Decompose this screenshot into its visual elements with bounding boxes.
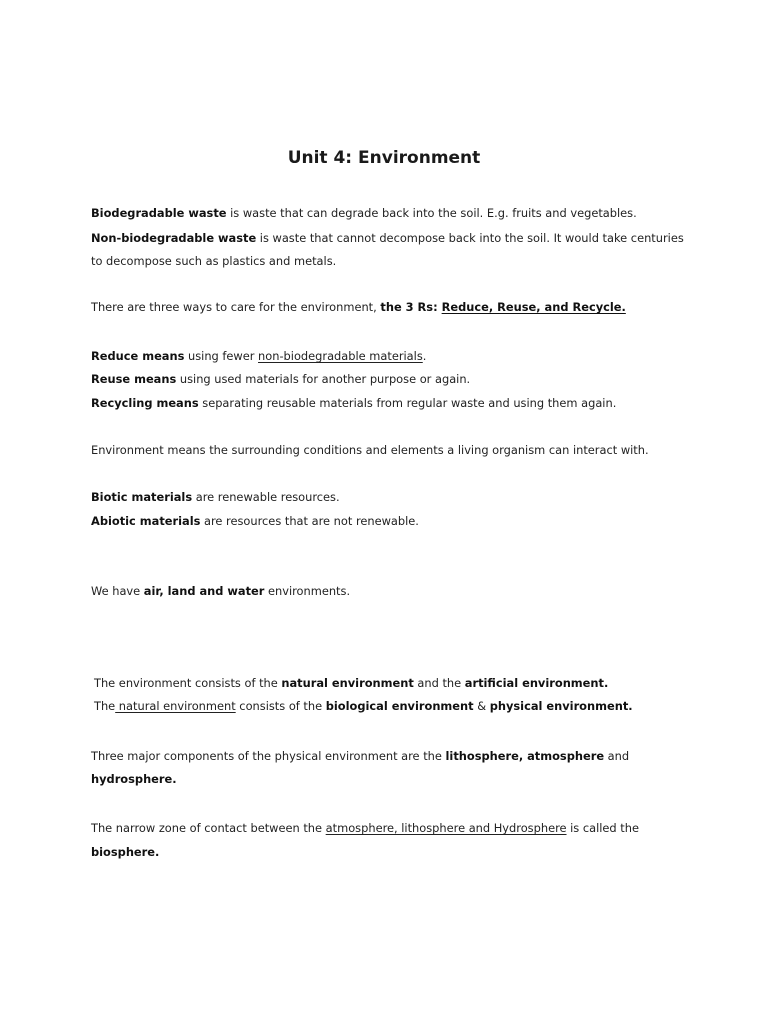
biodegradable-term: Biodegradable waste (91, 206, 227, 220)
biosphere-text: The narrow zone of contact between the (91, 821, 326, 835)
biotic-definition (91, 489, 340, 505)
reuse-term: Reuse means (91, 372, 177, 386)
non-biodegradable-text: is waste that cannot decompose back into the soil. It would take centuries (256, 231, 684, 245)
consists-natural: natural environment (281, 676, 414, 690)
natural-text-2: consists of the (235, 699, 326, 713)
natural-underlined: natural environment (115, 699, 236, 713)
environment-definition: Environment means the surrounding conditions and elements a living organism can interact with. (91, 443, 649, 457)
three-rs-text: There are three ways to care for the environment, (91, 300, 381, 314)
three-rs-sentence (91, 299, 626, 315)
biotic-term: Biotic materials (91, 490, 193, 504)
recycling-text: separating reusable materials from regular waste and using them again. (198, 396, 617, 410)
biosphere-underlined: atmosphere, lithosphere and Hydrosphere (325, 821, 567, 835)
abiotic-definition (91, 513, 419, 529)
biodegradable-definition (91, 205, 637, 221)
biosphere-continuation (91, 844, 159, 860)
abiotic-term: Abiotic materials (91, 514, 201, 528)
components-text: Three major components of the physical environment are the (91, 749, 446, 763)
three-rs-label: the 3 Rs: (380, 300, 442, 314)
natural-text-1: The (94, 699, 116, 713)
abiotic-text: are resources that are not renewable. (200, 514, 419, 528)
three-rs-list: Reduce, Reuse, and Recycle. (441, 300, 626, 314)
biosphere-text-2: is called the (566, 821, 639, 835)
page-title: Unit 4: Environment (287, 148, 481, 168)
recycling-term: Recycling means (91, 396, 199, 410)
non-biodegradable-definition (91, 230, 684, 246)
natural-environment-sentence (94, 698, 633, 714)
reduce-end: . (422, 349, 427, 363)
components-list: lithosphere, atmosphere (445, 749, 605, 763)
non-biodegradable-continuation: to decompose such as plastics and metals. (91, 254, 337, 268)
non-biodegradable-term: Non-biodegradable waste (91, 231, 257, 245)
natural-physical: physical environment. (489, 699, 633, 713)
biosphere-term: biosphere. (91, 845, 160, 859)
consists-artificial: artificial environment. (464, 676, 609, 690)
reuse-definition (91, 371, 470, 387)
reduce-definition (91, 348, 426, 364)
components-sentence (91, 748, 629, 764)
natural-text-3: & (473, 699, 490, 713)
components-continuation (91, 771, 177, 787)
environments-list: air, land and water (143, 584, 265, 598)
reuse-text: using used materials for another purpose or again. (176, 372, 471, 386)
consists-text-2: and the (413, 676, 465, 690)
natural-biological: biological environment (325, 699, 474, 713)
environments-text: We have (91, 584, 144, 598)
reduce-underlined: non-biodegradable materials (258, 349, 423, 363)
reduce-term: Reduce means (91, 349, 185, 363)
environments-end: environments. (264, 584, 351, 598)
reduce-text: using fewer (184, 349, 259, 363)
biodegradable-text: is waste that can degrade back into the soil. E.g. fruits and vegetables. (226, 206, 637, 220)
recycling-definition (91, 395, 616, 411)
biotic-text: are renewable resources. (192, 490, 340, 504)
biosphere-sentence (91, 820, 639, 836)
components-hydrosphere: hydrosphere. (91, 772, 177, 786)
consists-sentence (94, 675, 608, 691)
components-text-2: and (604, 749, 630, 763)
environments-sentence (91, 583, 350, 599)
consists-text-1: The environment consists of the (94, 676, 282, 690)
